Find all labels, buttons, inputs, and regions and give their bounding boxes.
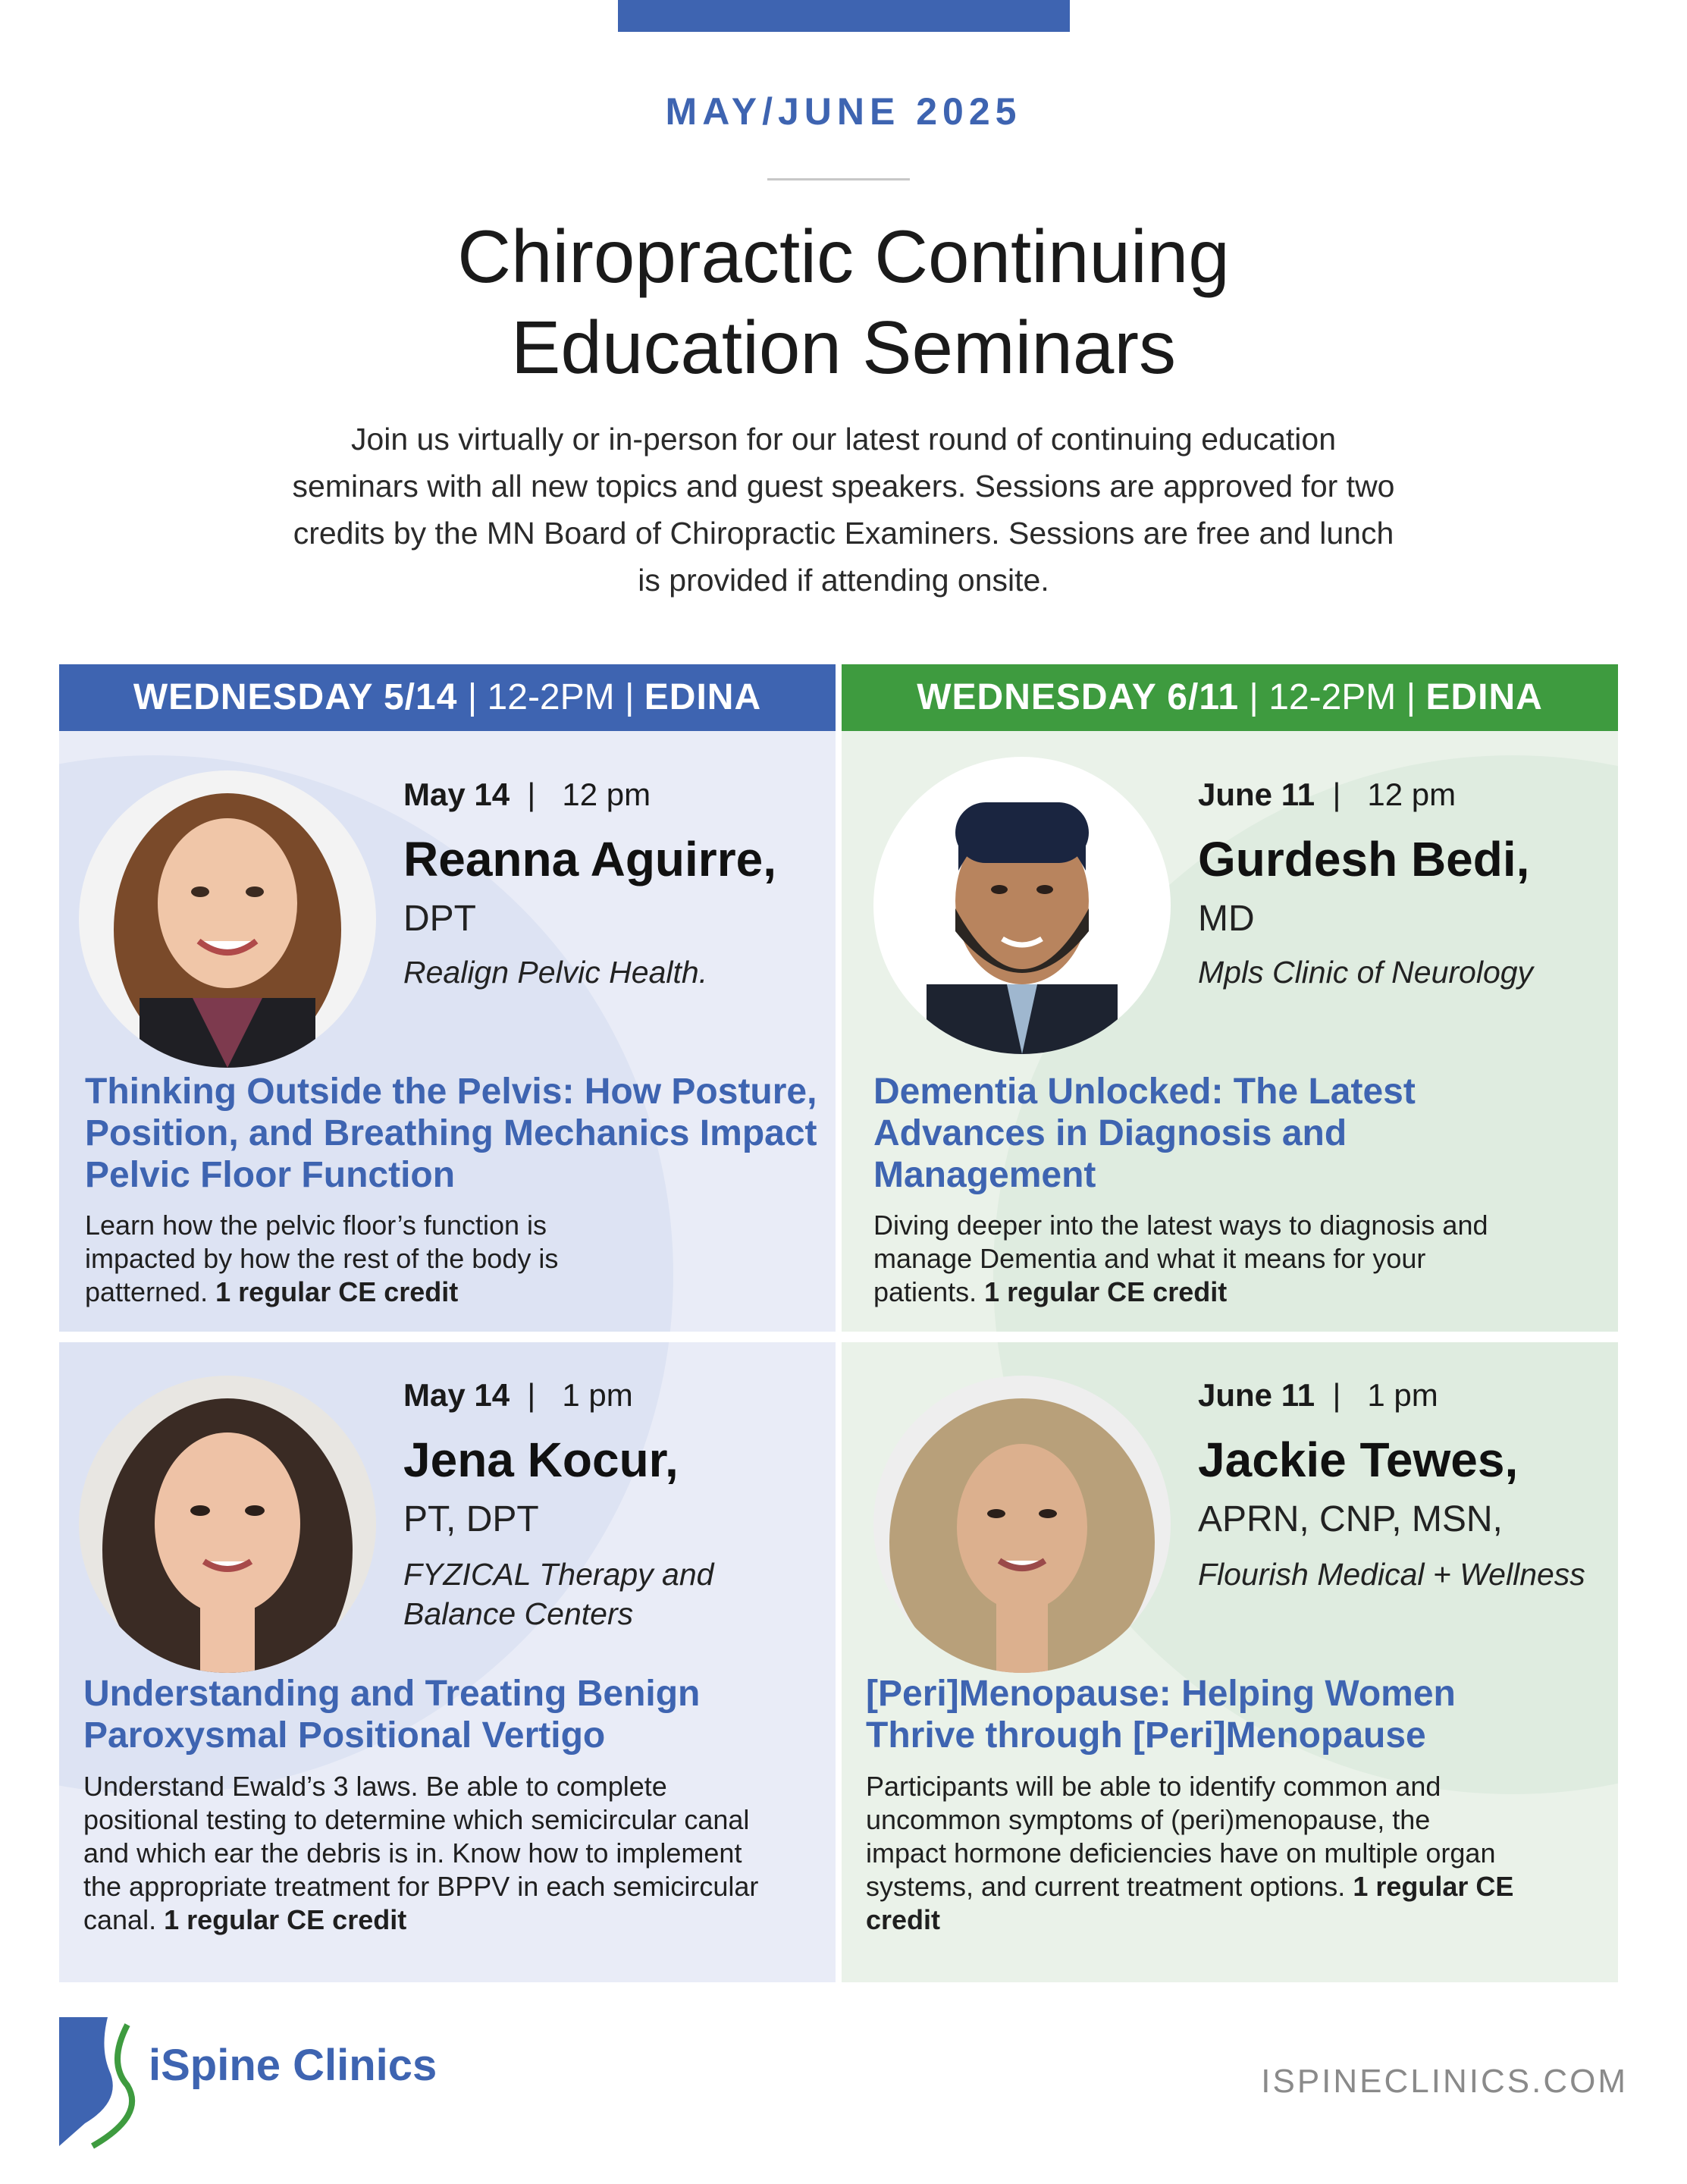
ce-credit: 1 regular CE credit <box>984 1276 1228 1307</box>
ce-credit: 1 regular CE credit <box>866 1871 1514 1935</box>
session-time: 1 pm <box>1367 1377 1438 1413</box>
session-datetime: May 14 | 1 pm <box>403 1377 633 1413</box>
speaker-credentials: MD <box>1198 899 1255 939</box>
session-time: 1 pm <box>562 1377 633 1413</box>
session-description: Diving deeper into the latest ways to diagnosis and manage Dementia and what it means for your patients. 1 regular CE credit <box>873 1210 1488 1307</box>
header-day: WEDNESDAY 5/14 <box>133 677 458 717</box>
session-topic: [Peri]Menopause: Helping Women Thrive through [Peri]Menopause <box>866 1674 1456 1756</box>
session-card-aguirre <box>59 664 836 1332</box>
intro-paragraph: Join us virtually or in-person for our latest round of continuing education seminars with all new topics and guest speakers. Sessions are approved for two credits by the MN Board of Chiropractic Examiners. Sessions are free and lunch is provided if attending onsite. <box>292 422 1395 598</box>
speaker-credentials: APRN, CNP, MSN, <box>1198 1499 1503 1539</box>
speaker-organization: FYZICAL Therapy and Balance Centers <box>403 1557 714 1631</box>
session-topic: Thinking Outside the Pelvis: How Posture, Position, and Breathing Mechanics Impact Pelvic Floor Function <box>85 1072 817 1195</box>
card-divider <box>59 1332 836 1342</box>
speaker-organization: Mpls Clinic of Neurology <box>1198 955 1534 990</box>
column-june-11 <box>842 664 1618 1982</box>
speaker-name: Gurdesh Bedi, <box>1198 832 1530 886</box>
session-date: May 14 <box>403 1377 510 1413</box>
ce-credit: 1 regular CE credit <box>164 1904 407 1935</box>
speaker-name: Jackie Tewes, <box>1198 1432 1519 1487</box>
column-header-may: WEDNESDAY 5/14 | 12-2PM | EDINA <box>59 664 836 731</box>
page-title <box>0 211 1687 393</box>
speaker-photo-kocur <box>79 1376 376 1673</box>
speaker-photo-tewes <box>873 1376 1171 1673</box>
session-date: June 11 <box>1198 1377 1315 1413</box>
session-card-kocur <box>59 1342 836 1982</box>
session-datetime: June 11 | 12 pm <box>1198 777 1457 812</box>
session-description: Participants will be able to identify common and uncommon symptoms of (peri)menopause, the impact hormone deficiencies have on multiple organ systems, and current treatment options. 1 regular CE credit <box>866 1771 1514 1935</box>
session-card-bedi <box>842 664 1618 1332</box>
session-topic: Dementia Unlocked: The Latest Advances in Diagnosis and Management <box>873 1072 1416 1195</box>
title-line-1: Chiropractic Continuing <box>457 215 1230 298</box>
session-datetime: June 11 | 1 pm <box>1198 1377 1438 1413</box>
speaker-name: Jena Kocur, <box>403 1432 679 1487</box>
session-datetime: May 14 | 12 pm <box>403 777 651 812</box>
speaker-organization: Realign Pelvic Health. <box>403 955 708 990</box>
card-divider <box>842 1332 1618 1342</box>
header-divider <box>767 178 910 180</box>
session-time: 12 pm <box>1367 777 1457 812</box>
header-location: EDINA <box>1425 677 1543 717</box>
speaker-photo-aguirre <box>79 770 376 1068</box>
session-description: Understand Ewald’s 3 laws. Be able to complete positional testing to determine which semicircular canal and which ear the debris is in. Know how to implement the appropriate treatment for BPPV in each semicircular canal. 1 regular CE credit <box>83 1771 759 1935</box>
brand-name: iSpine Clinics <box>149 2041 437 2090</box>
website-link[interactable]: ISPINECLINICS.COM <box>1261 2063 1628 2100</box>
session-date: May 14 <box>403 777 510 812</box>
header-location: EDINA <box>644 677 762 717</box>
speaker-credentials: PT, DPT <box>403 1499 539 1539</box>
column-may-14 <box>59 664 836 1982</box>
column-header-june: WEDNESDAY 6/11 | 12-2PM | EDINA <box>842 664 1618 731</box>
ce-credit: 1 regular CE credit <box>215 1276 459 1307</box>
session-time: 12 pm <box>562 777 651 812</box>
month-label: MAY/JUNE 2025 <box>665 90 1022 133</box>
ispine-logo-icon <box>55 2010 146 2154</box>
session-topic: Understanding and Treating Benign Paroxysmal Positional Vertigo <box>83 1674 701 1756</box>
session-date: June 11 <box>1198 777 1315 812</box>
header-day: WEDNESDAY 6/11 <box>917 677 1240 717</box>
speaker-photo-bedi <box>873 757 1171 1054</box>
title-line-2: Education Seminars <box>510 306 1177 389</box>
header-time: 12-2PM <box>487 677 615 717</box>
session-description: Learn how the pelvic floor’s function is impacted by how the rest of the body is patterned. 1 regular CE credit <box>85 1210 559 1307</box>
session-card-tewes <box>842 1342 1618 1982</box>
speaker-name: Reanna Aguirre, <box>403 832 776 886</box>
speaker-organization: Flourish Medical + Wellness <box>1198 1557 1585 1592</box>
speaker-credentials: DPT <box>403 899 476 939</box>
top-accent-bar <box>618 0 1070 32</box>
header-time: 12-2PM <box>1268 677 1397 717</box>
